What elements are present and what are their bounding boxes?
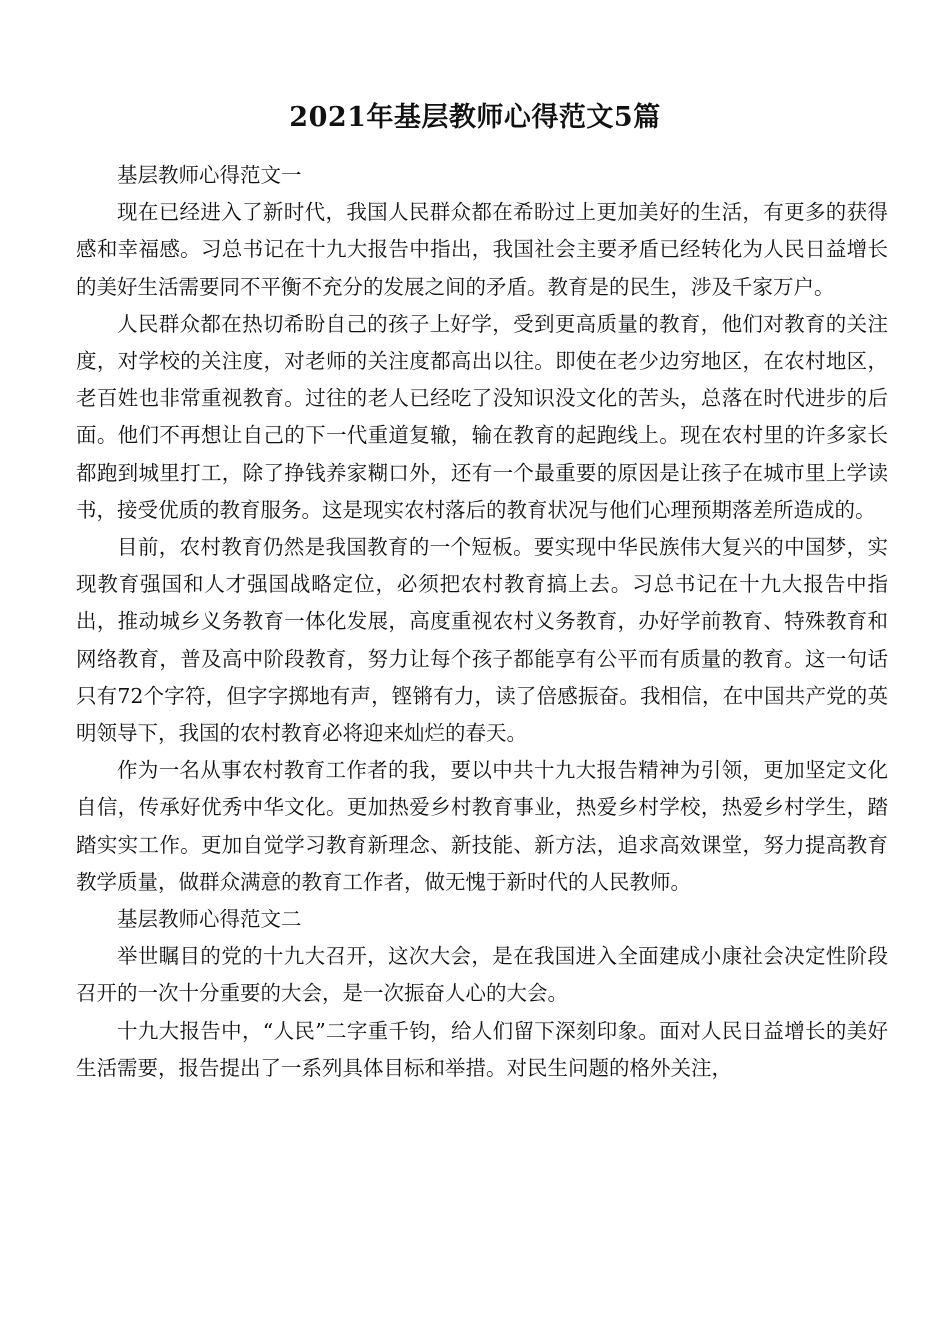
paragraph: 十九大报告中，“人民”二字重千钧，给人们留下深刻印象。面对人民日益增长的美好生活需要，报告提出了一系列具体目标和举措。对民生问题的格外关注， — [76, 1018, 888, 1080]
document-title: 2021年基层教师心得范文5篇 — [289, 102, 661, 133]
paragraph: 作为一名从事农村教育工作者的我，要以中共十九大报告精神为引领，更加坚定文化自信，传承好优秀中华文化。更加热爱乡村教育事业，热爱乡村学校，热爱乡村学生，踏踏实实工作。更加自觉学习教育新理念、新技能、新方法，追求高效课堂，努力提高教育教学质量，做群众满意的教育工作者，做无愧于新时代的人民教师。 — [76, 758, 888, 894]
paragraph: 人民群众都在热切希盼自己的孩子上好学，受到更高质量的教育，他们对教育的关注度，对学校的关注度，对老师的关注度都高出以往。即使在老少边穷地区，在农村地区，老百姓也非常重视教育。过往的老人已经吃了没知识没文化的苦头，总落在时代进步的后面。他们不再想让自己的下一代重道复辙，输在教育的起跑线上。现在农村里的许多家长都跑到城里打工，除了挣钱养家糊口外，还有一个最重要的原因是让孩子在城市里上学读书，接受优质的教育服务。这是现实农村落后的教育状况与他们心理预期落差所造成的。 — [76, 311, 888, 522]
section-heading: 基层教师心得范文二 — [117, 907, 302, 932]
document-body — [76, 157, 888, 1087]
section-heading: 基层教师心得范文一 — [117, 163, 302, 187]
paragraph: 举世瞩目的党的十九大召开，这次大会，是在我国进入全面建成小康社会决定性阶段召开的一次十分重要的大会，是一次振奋人心的大会。 — [76, 944, 888, 1006]
paragraph: 目前，农村教育仍然是我国教育的一个短板。要实现中华民族伟大复兴的中国梦，实现教育强国和人才强国战略定位，必须把农村教育搞上去。习总书记在十九大报告中指出，推动城乡义务教育一体化发展，高度重视农村义务教育，办好学前教育、特殊教育和网络教育，普及高中阶段教育，努力让每个孩子都能享有公平而有质量的教育。这一句话只有72个字符，但字字掷地有声，铿锵有力，读了倍感振奋。我相信，在中国共产党的英明领导下，我国的农村教育必将迎来灿烂的春天。 — [76, 535, 888, 746]
paragraph: 现在已经进入了新时代，我国人民群众都在希盼过上更加美好的生活，有更多的获得感和幸福感。习总书记在十九大报告中指出，我国社会主要矛盾已经转化为人民日益增长的美好生活需要同不平衡不充分的发展之间的矛盾。教育是的民生，涉及千家万户。 — [76, 200, 888, 299]
